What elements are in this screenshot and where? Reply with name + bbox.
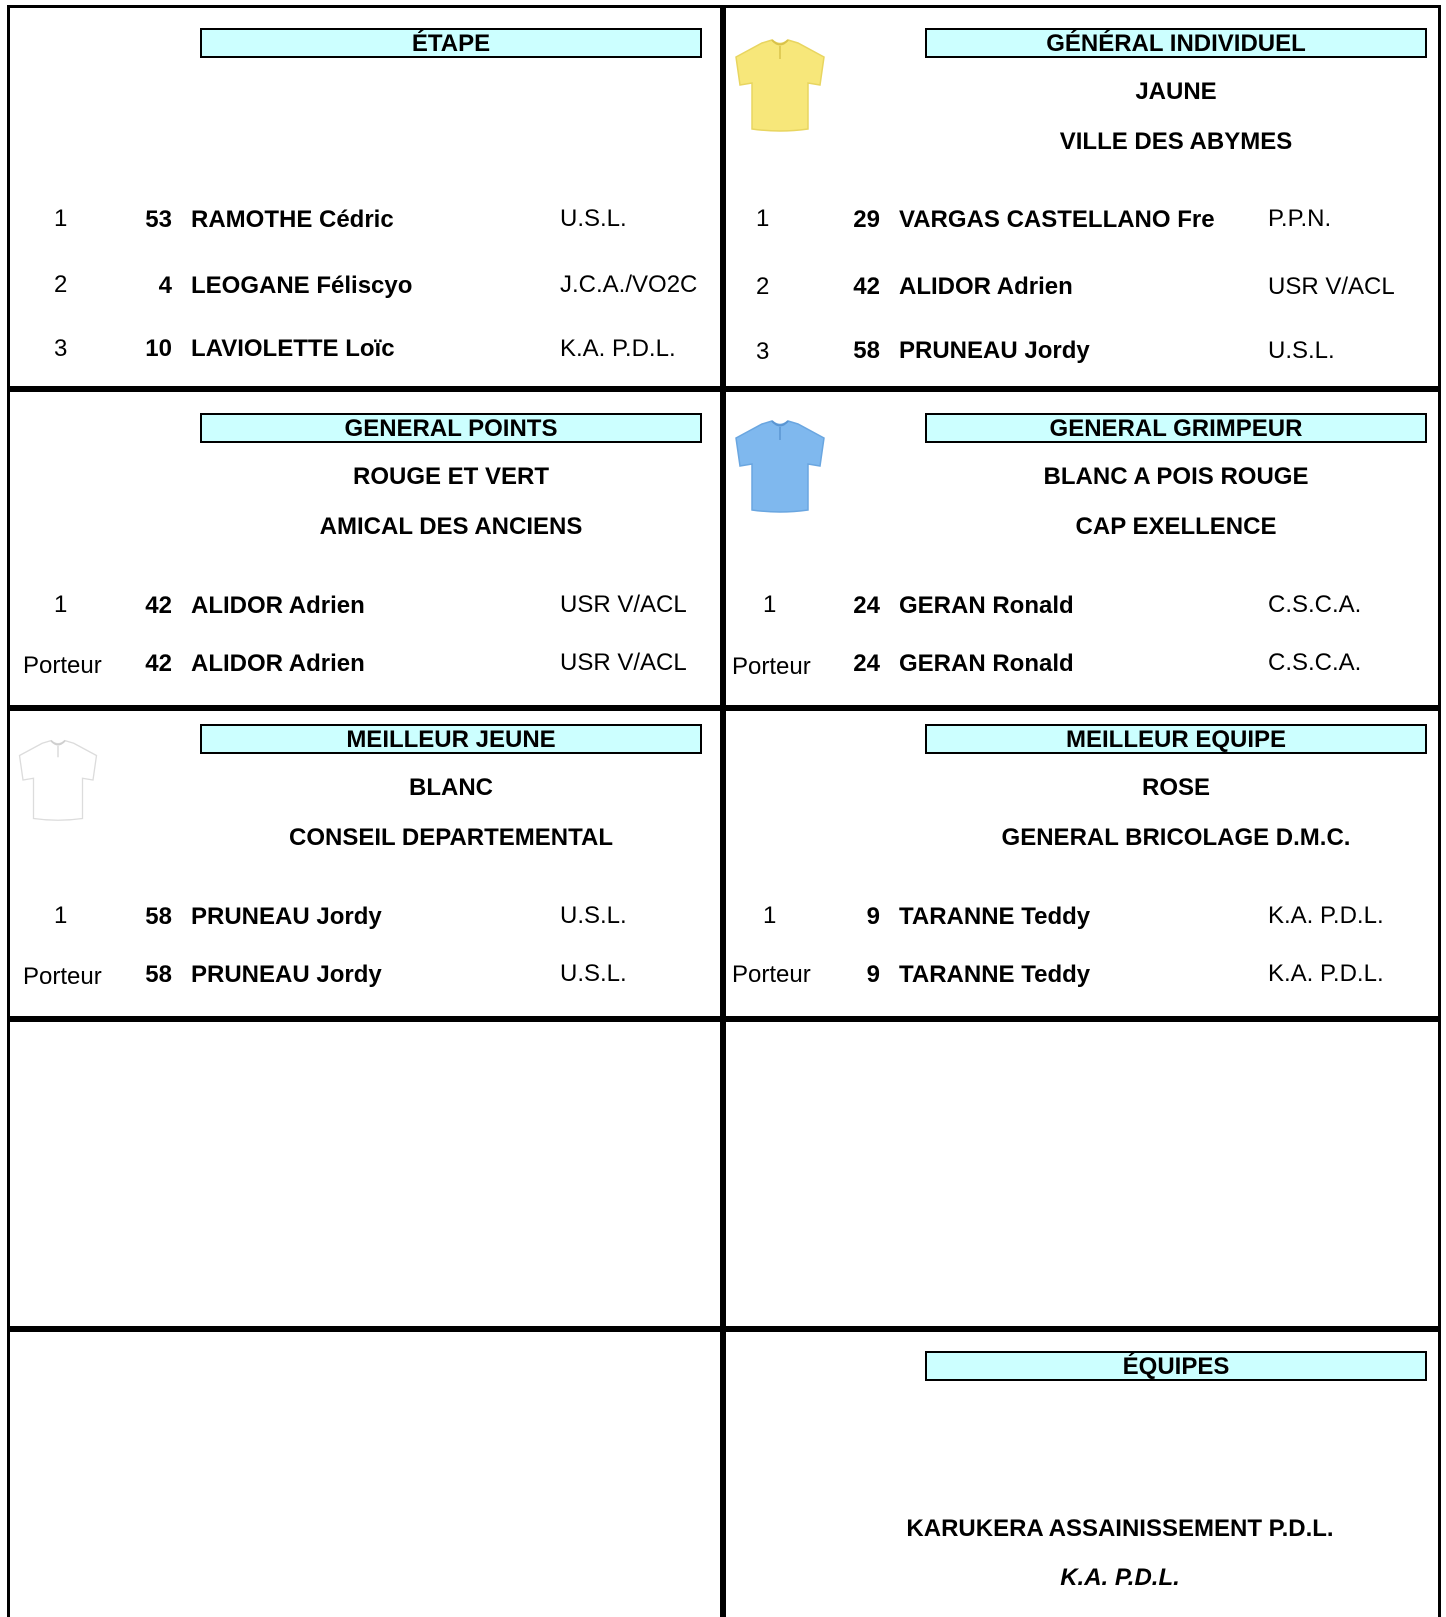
- team-name: KARUKERA ASSAINISSEMENT P.D.L.: [906, 1515, 1334, 1542]
- general-points-header: GENERAL POINTS: [200, 413, 702, 443]
- bib: 29: [853, 206, 880, 233]
- bib: 9: [866, 961, 880, 988]
- team: USR V/ACL: [560, 591, 687, 618]
- rank: 2: [756, 273, 770, 300]
- general-grimpeur-header: GENERAL GRIMPEUR: [925, 413, 1427, 443]
- bib: 9: [866, 903, 880, 930]
- rank: 1: [756, 205, 770, 232]
- sponsor-label: AMICAL DES ANCIENS: [319, 513, 583, 540]
- sponsor-label: VILLE DES ABYMES: [1059, 128, 1293, 155]
- center-divider: [720, 5, 726, 1617]
- bib: 58: [145, 961, 172, 988]
- bib: 24: [853, 650, 880, 677]
- team: U.S.L.: [560, 205, 627, 232]
- border-right: [1438, 5, 1441, 1617]
- jersey-color-label: BLANC A POIS ROUGE: [1043, 463, 1309, 490]
- rider-name: PRUNEAU Jordy: [191, 961, 382, 988]
- bib: 4: [158, 272, 172, 299]
- rank: 1: [763, 591, 777, 618]
- sponsor-label: CAP EXELLENCE: [1075, 513, 1277, 540]
- team: K.A. P.D.L.: [560, 335, 676, 362]
- general-individuel-header: GÉNÉRAL INDIVIDUEL: [925, 28, 1427, 58]
- yellow-jersey-icon: [732, 37, 828, 133]
- white-jersey-icon: [16, 735, 100, 825]
- rank: 1: [54, 591, 68, 618]
- rider-name: GERAN Ronald: [899, 592, 1074, 619]
- row-divider-1: [7, 386, 1441, 392]
- rider-name: GERAN Ronald: [899, 650, 1074, 677]
- team: C.S.C.A.: [1268, 649, 1362, 676]
- sponsor-label: CONSEIL DEPARTEMENTAL: [288, 824, 613, 851]
- rider-name: TARANNE Teddy: [899, 961, 1091, 988]
- etape-header: ÉTAPE: [200, 28, 702, 58]
- jersey-color-label: JAUNE: [1135, 78, 1217, 105]
- bib: 42: [145, 592, 172, 619]
- row-divider-3: [7, 1016, 1441, 1022]
- team: U.S.L.: [1268, 337, 1335, 364]
- team: K.A. P.D.L.: [1268, 960, 1384, 987]
- team: U.S.L.: [560, 960, 627, 987]
- rank: 1: [54, 902, 68, 929]
- team-short-name: K.A. P.D.L.: [1060, 1564, 1180, 1591]
- rider-name: VARGAS CASTELLANO Fre: [899, 206, 1215, 233]
- rider-name: LEOGANE Féliscyo: [191, 272, 413, 299]
- jersey-color-label: BLANC: [409, 774, 493, 801]
- rider-name: PRUNEAU Jordy: [191, 903, 382, 930]
- team: K.A. P.D.L.: [1268, 902, 1384, 929]
- rider-name: RAMOTHE Cédric: [191, 206, 394, 233]
- rank: 1: [763, 902, 777, 929]
- border-left: [7, 5, 10, 1617]
- rider-name: ALIDOR Adrien: [191, 592, 365, 619]
- rider-name: PRUNEAU Jordy: [899, 337, 1090, 364]
- rank: 1: [54, 205, 68, 232]
- team: USR V/ACL: [560, 649, 687, 676]
- row-divider-4: [7, 1326, 1441, 1332]
- bib: 58: [145, 903, 172, 930]
- team: C.S.C.A.: [1268, 591, 1362, 618]
- rank: Porteur: [732, 653, 811, 680]
- team: P.P.N.: [1268, 205, 1332, 232]
- team: J.C.A./VO2C: [560, 271, 698, 298]
- team: U.S.L.: [560, 902, 627, 929]
- bib: 53: [145, 206, 172, 233]
- bib: 42: [145, 650, 172, 677]
- rider-name: ALIDOR Adrien: [191, 650, 365, 677]
- rank: 3: [756, 338, 770, 365]
- meilleur-equipe-header: MEILLEUR EQUIPE: [925, 724, 1427, 754]
- equipes-header: ÉQUIPES: [925, 1351, 1427, 1381]
- rank: Porteur: [732, 961, 811, 988]
- rider-name: ALIDOR Adrien: [899, 273, 1073, 300]
- rank: 3: [54, 335, 68, 362]
- rider-name: TARANNE Teddy: [899, 903, 1091, 930]
- jersey-color-label: ROUGE ET VERT: [352, 463, 550, 490]
- rank: 2: [54, 271, 68, 298]
- bib: 58: [853, 337, 880, 364]
- rider-name: LAVIOLETTE Loïc: [191, 335, 395, 362]
- sponsor-label: GENERAL BRICOLAGE D.M.C.: [1001, 824, 1351, 851]
- bib: 10: [145, 335, 172, 362]
- team: USR V/ACL: [1268, 273, 1395, 300]
- meilleur-jeune-header: MEILLEUR JEUNE: [200, 724, 702, 754]
- rank: Porteur: [23, 652, 102, 679]
- bib: 42: [853, 273, 880, 300]
- jersey-color-label: ROSE: [1141, 774, 1210, 801]
- rank: Porteur: [23, 963, 102, 990]
- row-divider-2: [7, 705, 1441, 711]
- bib: 24: [853, 592, 880, 619]
- blue-jersey-icon: [732, 418, 828, 514]
